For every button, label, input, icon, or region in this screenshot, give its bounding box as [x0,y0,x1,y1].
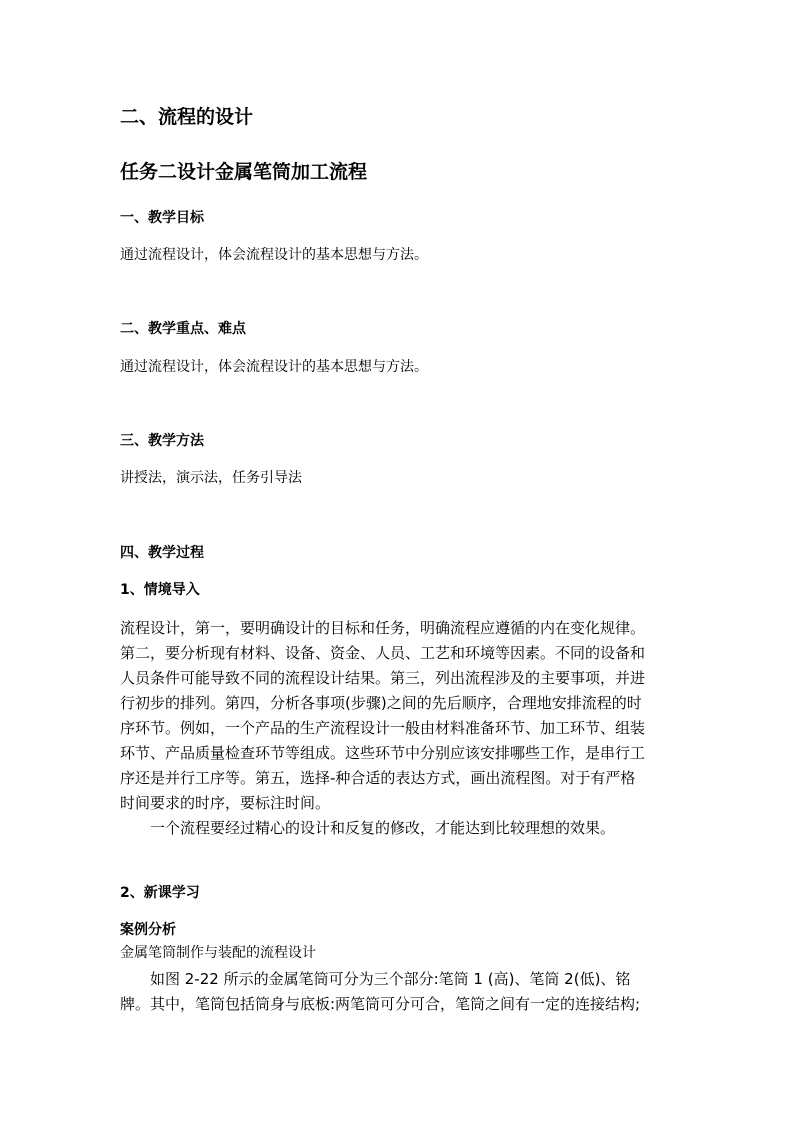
key-points-text: 通过流程设计，体会流程设计的基本思想与方法。 [120,359,428,375]
objectives-text: 通过流程设计，体会流程设计的基本思想与方法。 [120,247,428,263]
new-lesson-heading: 2、新课学习 [120,885,200,901]
intro-line: 序环节。例如，一个产品的生产流程设计一般由材料准备环节、加工环节、组装 [120,719,646,737]
intro-line: 流程设计，第一，要明确设计的目标和任务，明确流程应遵循的内在变化规律。 [120,619,646,637]
case-heading: 案例分析 [120,922,176,938]
case-subtitle: 金属笔筒制作与装配的流程设计 [120,945,316,961]
intro-line: 环节、产品质量检查环节等组成。这些环节中分别应该安排哪些工作，是串行工 [120,744,646,762]
intro-line: 第二，要分析现有材料、设备、资金、人员、工艺和环境等因素。不同的设备和 [120,644,646,662]
case-paragraph [120,967,680,1017]
case-line: 牌。其中，笔筒包括筒身与底板:两笔筒可分可合，笔筒之间有一定的连接结构; [120,995,641,1013]
intro-line: 人员条件可能导致不同的流程设计结果。第三，列出流程涉及的主要事项，并进 [120,669,646,687]
intro-paragraph [120,616,680,841]
process-heading: 四、教学过程 [120,545,204,561]
methods-heading: 三、教学方法 [120,433,204,449]
case-line: 如图 2-22 所示的金属笔筒可分为三个部分:笔筒 1 (高)、笔筒 2(低)、铭 [150,970,631,988]
intro-line: 一个流程要经过精心的设计和反复的修改，才能达到比较理想的效果。 [150,819,616,837]
intro-line: 行初步的排列。第四，分析各事项(步骤)之间的先后顺序，合理地安排流程的时 [120,694,642,712]
intro-heading: 1、情境导入 [120,582,200,598]
methods-text: 讲授法，演示法，任务引导法 [120,470,302,486]
key-points-heading: 二、教学重点、难点 [120,321,246,337]
objectives-heading: 一、教学目标 [120,210,204,226]
intro-line: 时间要求的时序，要标注时间。 [120,794,331,812]
intro-line: 序还是并行工序等。第五，选择-种合适的表达方式，画出流程图。对于有严格 [120,769,636,787]
chapter-heading: 二、流程的设计 [120,106,254,128]
task-heading: 任务二设计金属笔筒加工流程 [120,161,368,183]
